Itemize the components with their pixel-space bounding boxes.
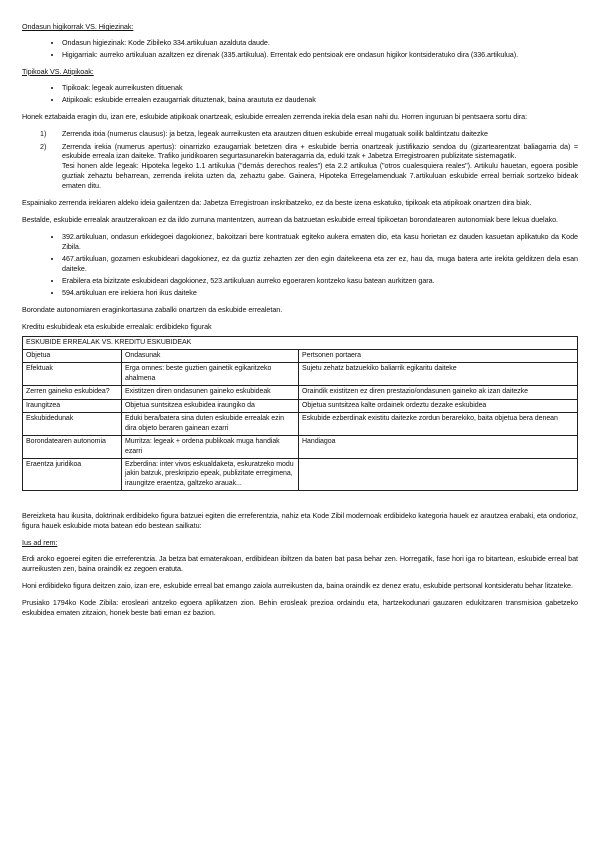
table-cell bbox=[299, 458, 578, 490]
paragraph: Honi erdibideko figura deitzen zaio, izan ere, eskubide erreal bat emango zaiola aurreikusten da, baina oraindik ez denez eratu, eskubide pertsonal kontsideratu behar litzateke. bbox=[22, 580, 573, 590]
table-cell: Sujetu zehatz batzuekiko baliarrik egikaritu daiteke bbox=[299, 363, 578, 386]
table-cell: Oraindik existitzen ez diren prestazio/ondasunen gaineko ak izan daitezke bbox=[299, 386, 578, 399]
heading-ius-ad-rem: Ius ad rem: bbox=[22, 538, 58, 548]
table-header-row bbox=[23, 350, 578, 363]
numbered-list bbox=[22, 129, 578, 192]
table-cell: Eduki bera/batera sina duten eskubide errealak ezin dira objeto beraren gainean ezarri bbox=[122, 413, 299, 436]
paragraph: Bestalde, eskubide errealak arautzerakoan ez da ildo zurruna mantentzen, aurrean da batzuetan eskubide erreal tipikoetan borondatearen autonomiak bere lekua duelako. bbox=[22, 215, 558, 225]
list-item: • Higigarriak: aurreko artikuluan azaltzen ez direnak (335.artikulua). Errentak edo pentsioak ere ondasun higikor kontsideratuko dira (336.artikulua). bbox=[62, 50, 578, 60]
list-number: 1) bbox=[40, 128, 47, 138]
table-row bbox=[23, 413, 578, 436]
list-item: • Atipikoak: eskubide errealen ezaugarriak dituztenak, baina araututa ez daudenak bbox=[62, 95, 578, 105]
table-cell: Zerren gaineko eskubidea? bbox=[23, 386, 122, 399]
table-header: Ondasunak bbox=[122, 350, 299, 363]
list-item: • Ondasun higiezinak: Kode Zibileko 334.artikuluan azalduta daude. bbox=[62, 38, 578, 48]
table-row bbox=[23, 399, 578, 412]
list-item: • 467.artikuluan, gozamen eskubideari dagokionez, ez da guztiz zehazten zer den egin daitekeena eta zer ez, hau da, muga batera arte irekita gelditzen dela esan daiteke. bbox=[62, 254, 578, 274]
table-row bbox=[23, 458, 578, 490]
table-header: Pertsonen portaera bbox=[299, 350, 578, 363]
table-cell: Eskubidedunak bbox=[23, 413, 122, 436]
heading-movable-immovable: Ondasun higikorrak VS. Higiezinak: bbox=[22, 22, 134, 31]
table-title: ESKUBIDE ERREALAK VS. KREDITU ESKUBIDEAK bbox=[23, 336, 578, 349]
list-item bbox=[40, 128, 578, 139]
list-articles bbox=[22, 232, 578, 298]
list-number: 2) bbox=[40, 141, 47, 151]
table-header: Objetua bbox=[23, 350, 122, 363]
spacer bbox=[22, 497, 578, 511]
table-cell: Ezberdina: inter vivos eskualdaketa, eskuratzeko modu jakin batzuk, preskripzio epeak, publizitate erregimena, iraungitze eraentza, galtzeko arauak... bbox=[122, 458, 299, 490]
table-row bbox=[23, 363, 578, 386]
table-caption: Kreditu eskubideak eta eskubide errealak: erdibideko figurak bbox=[22, 321, 212, 331]
table-cell: Existitzen diren ondasunen gaineko eskubideak bbox=[122, 386, 299, 399]
list-text: Zerrenda irekia (numerus apertus): oinarrizko ezaugarriak betetzen dira + eskubide berria onartzeak justifikazio sendoa du (gizartearentzat baliagarria da) = eskubide erreala izan daiteke. Trafiko juridikoaren segurtasunarekin bateragarria da, eduki tzak + Jabetza Erregistroaren publizitate sistemagatik. bbox=[62, 141, 578, 161]
list-movable-immovable bbox=[22, 38, 578, 60]
heading-typical-atypical: Tipikoak VS. Atipikoak: bbox=[22, 66, 94, 76]
paragraph: Prusiako 1794ko Kode Zibila: erosleari antzeko egoera aplikatzen zion. Behin erosleak prezioa ordaindu eta, hartzekodunari gauzaren edukitzaren transmisioa gabetzeko eskubidea ematen zitzaion, honek beste bati eman ez bazion. bbox=[22, 597, 578, 617]
list-item: • 392.artikuluan, ondasun erkidegoei dagokionez, bakoitzari bere kontratuak egiteko aukera ematen dio, eta kasu horietan ez dauden kasuetan aplikatuko da Kode Zibila. bbox=[62, 232, 578, 252]
table-cell: Eraentza juridikoa bbox=[23, 458, 122, 490]
table-row bbox=[23, 386, 578, 399]
table-cell: Objetua suntsitzea kalte ordainek ordeztu dezake eskubidea bbox=[299, 399, 578, 412]
table-cell: Erga omnes: beste guztien gainetik egikaritzeko ahalmena bbox=[122, 363, 299, 386]
list-typical-atypical bbox=[22, 83, 578, 105]
table-cell: Borondatearen autonomia bbox=[23, 436, 122, 459]
paragraph: Borondate autonomiaren eraginkortasuna zabalki onartzen da eskubide errealetan. bbox=[22, 304, 283, 314]
paragraph: Espainiako zerrenda irekiaren aldeko ideia gailentzen da: Jabetza Erregistroan inskribatzeko, ez da beste izena eskatuko, tipikoak eta atipikoak onartzen dira biak. bbox=[22, 198, 532, 208]
comparison-table bbox=[22, 336, 578, 492]
list-item: • 594.artikuluan ere irekiera hori ikus daiteke bbox=[62, 288, 578, 298]
paragraph: Bereizketa hau ikusita, doktrinak erdibideko figura batzuei egiten die erreferentzia, nahiz eta Kode Zibil modernoak erdibideko kategoria hauek ez arautzea erabaki, eta ondorioz, figura hauek eskubide mota batean edo bestean sailkatu: bbox=[22, 511, 578, 531]
paragraph: Erdi aroko egoerei egiten die erreferentzia. Ja betza bat ematerakoan, erdibidean ibiltzen da baten bat pasa behar zen. Horregatik, fase hori iga ro bitartean, eskubide erreal bat aurreikusten zen, baina oraindik ez zegoen eratuta. bbox=[22, 554, 578, 573]
table-cell: Handiagoa bbox=[299, 436, 578, 459]
list-text: Zerrenda itxia (numerus clausus): ja betza, legeak aurreikusten eta arautzen dituen eskubide erreal mugatuak soilik baldintzatu daitezke bbox=[62, 128, 488, 138]
list-item: • Tipikoak: legeak aurreikusten dituenak bbox=[62, 83, 578, 93]
table-cell: Eskubide ezberdinak existitu daitezke zordun berarekiko, baita objetua bera denean bbox=[299, 413, 578, 436]
table-cell: Objetua suntsitzea eskubidea iraungiko da bbox=[122, 399, 299, 412]
list-text-extra: Tesi honen alde legeak: Hipoteka legeko 1.1 artikulua ("demás derechos reales") eta 2.2 artikulua ("otros cualesquiera reales"). Artikulu hauetan, egoera posible guztiak zehaztu beharrean, zerrenda irekita uzten da, zehaztu gabe. Gainera, Hipoteka Erregelamenduak 7.artikuluan eskubide erreal berriak sortzeko bideak ematen ditu. bbox=[62, 161, 578, 191]
list-item: • Erabilera eta bizitzate eskubideari dagokionez, 523.artikuluan aurreko egoeraren kontzeko kasu batean aurkitzen gara. bbox=[62, 276, 578, 286]
paragraph-intro: Honek eztabaida eragin du, izan ere, eskubide atipikoak onartzeak, eskubide errealen zerrenda irekia dela esan nahi du. Horren inguruan bi pentsaera sortu dira: bbox=[22, 111, 528, 121]
list-item bbox=[40, 141, 578, 192]
table-cell: Efektuak bbox=[23, 363, 122, 386]
table-cell: Murritza: legeak + ordena publikoak muga handiak ezarri bbox=[122, 436, 299, 459]
table-cell: Iraungitzea bbox=[23, 399, 122, 412]
table-row bbox=[23, 436, 578, 459]
